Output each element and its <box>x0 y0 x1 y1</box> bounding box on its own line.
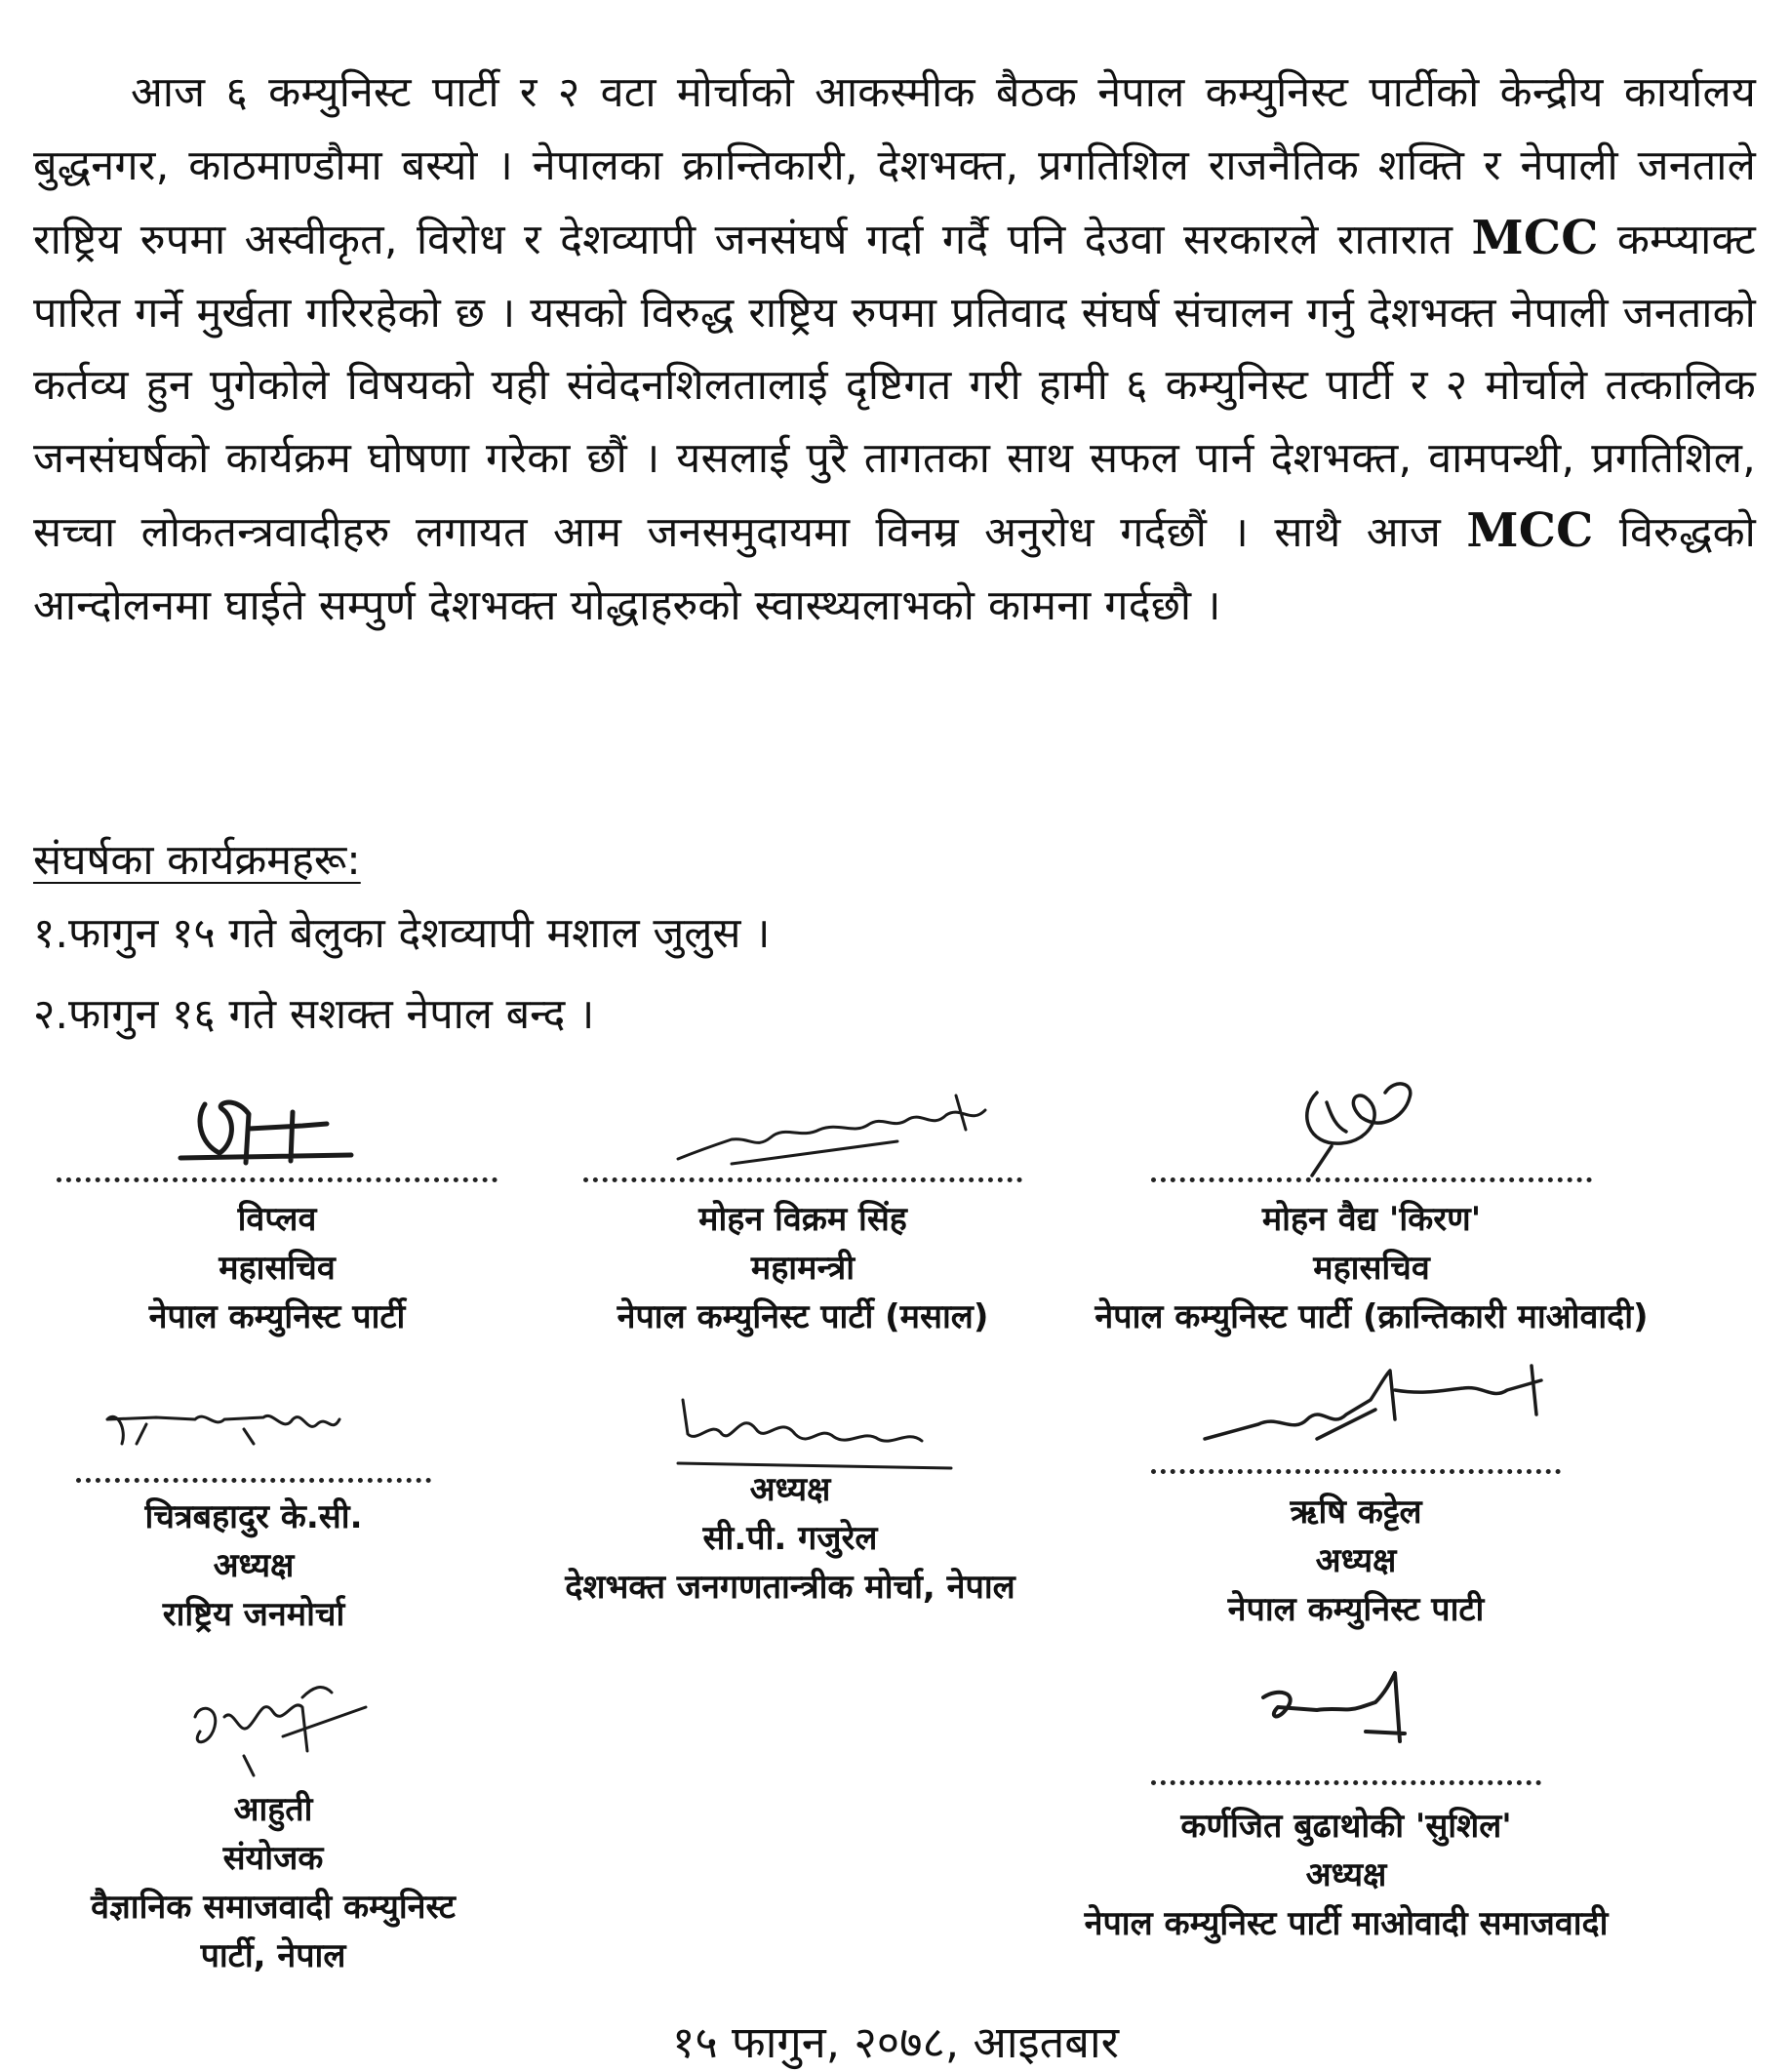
signatory-block <box>57 1195 498 1341</box>
signatory-org: नेपाल कम्युनिस्ट पार्टी माओवादी समाजवादी <box>1084 1904 1609 1943</box>
signatory-org: नेपाल कम्युनिस्ट पार्टी (मसाल) <box>617 1297 989 1336</box>
signatory-name: मोहन विक्रम सिंह <box>698 1200 907 1239</box>
signatory-block <box>1151 1488 1561 1634</box>
document-date: १५ फागुन, २०७८, आइतबार <box>671 2016 1120 2068</box>
signature-line <box>1151 1177 1592 1182</box>
body-text-part-3: विरुद्धको आन्दोलनमा घाईते सम्पुर्ण देशभक्त योद्धाहरुको स्वास्थ्यलाभको कामना गर्दछौ । <box>33 508 1756 630</box>
signatory-org-line-2: पार्टी, नेपाल <box>200 1936 346 1975</box>
signatory-title: अध्यक्ष <box>1305 1855 1387 1894</box>
signatory-title: महासचिव <box>219 1249 336 1288</box>
signatory-org: वैज्ञानिक समाजवादी कम्युनिस्ट <box>91 1888 456 1927</box>
body-text-part-1: आज ६ कम्युनिस्ट पार्टी र २ वटा मोर्चाको आकस्मीक बैठक नेपाल कम्युनिस्ट पार्टीको केन्द्रीय कार्यालय बुद्धनगर, काठमाण्डौमा बस्यो । नेपालका क्रान्तिकारी, देशभक्त, प्रगतिशिल राजनैतिक शक्ति र नेपाली जनताले राष्ट्रिय रुपमा अस्वीकृत, विरोध र देशव्यापी जनसंघर्ष गर्दा गर्दै पनि देउवा सरकारले रातारात <box>33 68 1756 264</box>
signatory-name: विप्लव <box>237 1200 317 1239</box>
signature-line <box>583 1177 1022 1182</box>
signature-line <box>57 1177 498 1182</box>
signature-mark <box>1288 1073 1444 1180</box>
signatory-name: मोहन वैद्य 'किरण' <box>1261 1200 1482 1239</box>
statement-body <box>33 57 1756 642</box>
signatory-block <box>1054 1802 1639 1948</box>
signatory-name: अध्यक्ष <box>749 1470 831 1509</box>
signature-mark <box>98 1390 351 1458</box>
signatory-name: कर्णजित बुढाथोकी 'सुशिल' <box>1180 1807 1512 1846</box>
signatory-title: महासचिव <box>1313 1249 1430 1288</box>
signature-mark <box>176 1085 371 1175</box>
signatory-block <box>507 1465 1073 1612</box>
programs-heading: संघर्षका कार्यक्रमहरू: <box>33 836 361 885</box>
signatory-title: सी.पी. गजुरेल <box>702 1519 878 1558</box>
signatory-org: देशभक्त जनगणतान्त्रीक मोर्चा, नेपाल <box>565 1568 1015 1607</box>
signatory-title: संयोजक <box>222 1839 324 1878</box>
mcc-term: MCC <box>1471 211 1599 265</box>
signatory-block <box>559 1195 1047 1341</box>
signature-mark <box>673 1091 1005 1178</box>
signatory-name: आहुती <box>233 1790 313 1829</box>
signatory-org: नेपाल कम्युनिस्ट पाटी <box>1227 1590 1485 1629</box>
signatory-title: अध्यक्ष <box>213 1546 295 1585</box>
signatory-block <box>59 1493 449 1639</box>
signatory-name: चित्रबहादुर के.सी. <box>144 1497 363 1536</box>
signatory-block <box>1054 1195 1690 1341</box>
signature-line <box>76 1478 431 1483</box>
signature-line <box>1151 1469 1561 1474</box>
signatory-org: राष्ट्रिय जनमोर्चा <box>162 1595 345 1634</box>
signatory-block <box>39 1785 507 1980</box>
body-text-part-2: कम्प्याक्ट पारित गर्ने मुर्खता गरिरहेको छ । यसको विरुद्ध राष्ट्रिय रुपमा प्रतिवाद संघर्ष संचालन गर्नु देशभक्त नेपाली जनताको कर्तव्य हुन पुगेकोले विषयको यही संवेदनशिलतालाई दृष्टिगत गरी हामी ६ कम्युनिस्ट पार्टी र २ मोर्चाले तत्कालिक जनसंघर्षको कार्यक्रम घोषणा गरेका छौं । यसलाई पुरै तागतका साथ सफल पार्न देशभक्त, वामपन्थी, प्रगतिशिल, सच्चा लोकतन्त्रवादीहरु लगायत आम जनसमुदायमा विनम्र अनुरोध गर्दछौं । साथै आज <box>33 216 1757 557</box>
signatory-name: ऋषि कट्टेल <box>1290 1493 1422 1532</box>
program-item: २.फागुन १६ गते सशक्त नेपाल बन्द । <box>33 990 595 1039</box>
signatory-title: महामन्त्री <box>750 1249 856 1288</box>
signature-mark <box>1200 1361 1571 1458</box>
signature-mark <box>1249 1663 1444 1751</box>
signatory-org: नेपाल कम्युनिस्ट पार्टी <box>148 1297 406 1336</box>
signatory-org: नेपाल कम्युनिस्ट पार्टी (क्रान्तिकारी माओवादी) <box>1094 1297 1649 1336</box>
mcc-term: MCC <box>1466 503 1594 558</box>
signature-mark <box>185 1678 380 1785</box>
signature-line <box>1151 1780 1541 1785</box>
program-item: १.फागुन १५ गते बेलुका देशव्यापी मशाल जुलुस । <box>33 909 771 958</box>
signatory-title: अध्यक्ष <box>1315 1541 1397 1580</box>
